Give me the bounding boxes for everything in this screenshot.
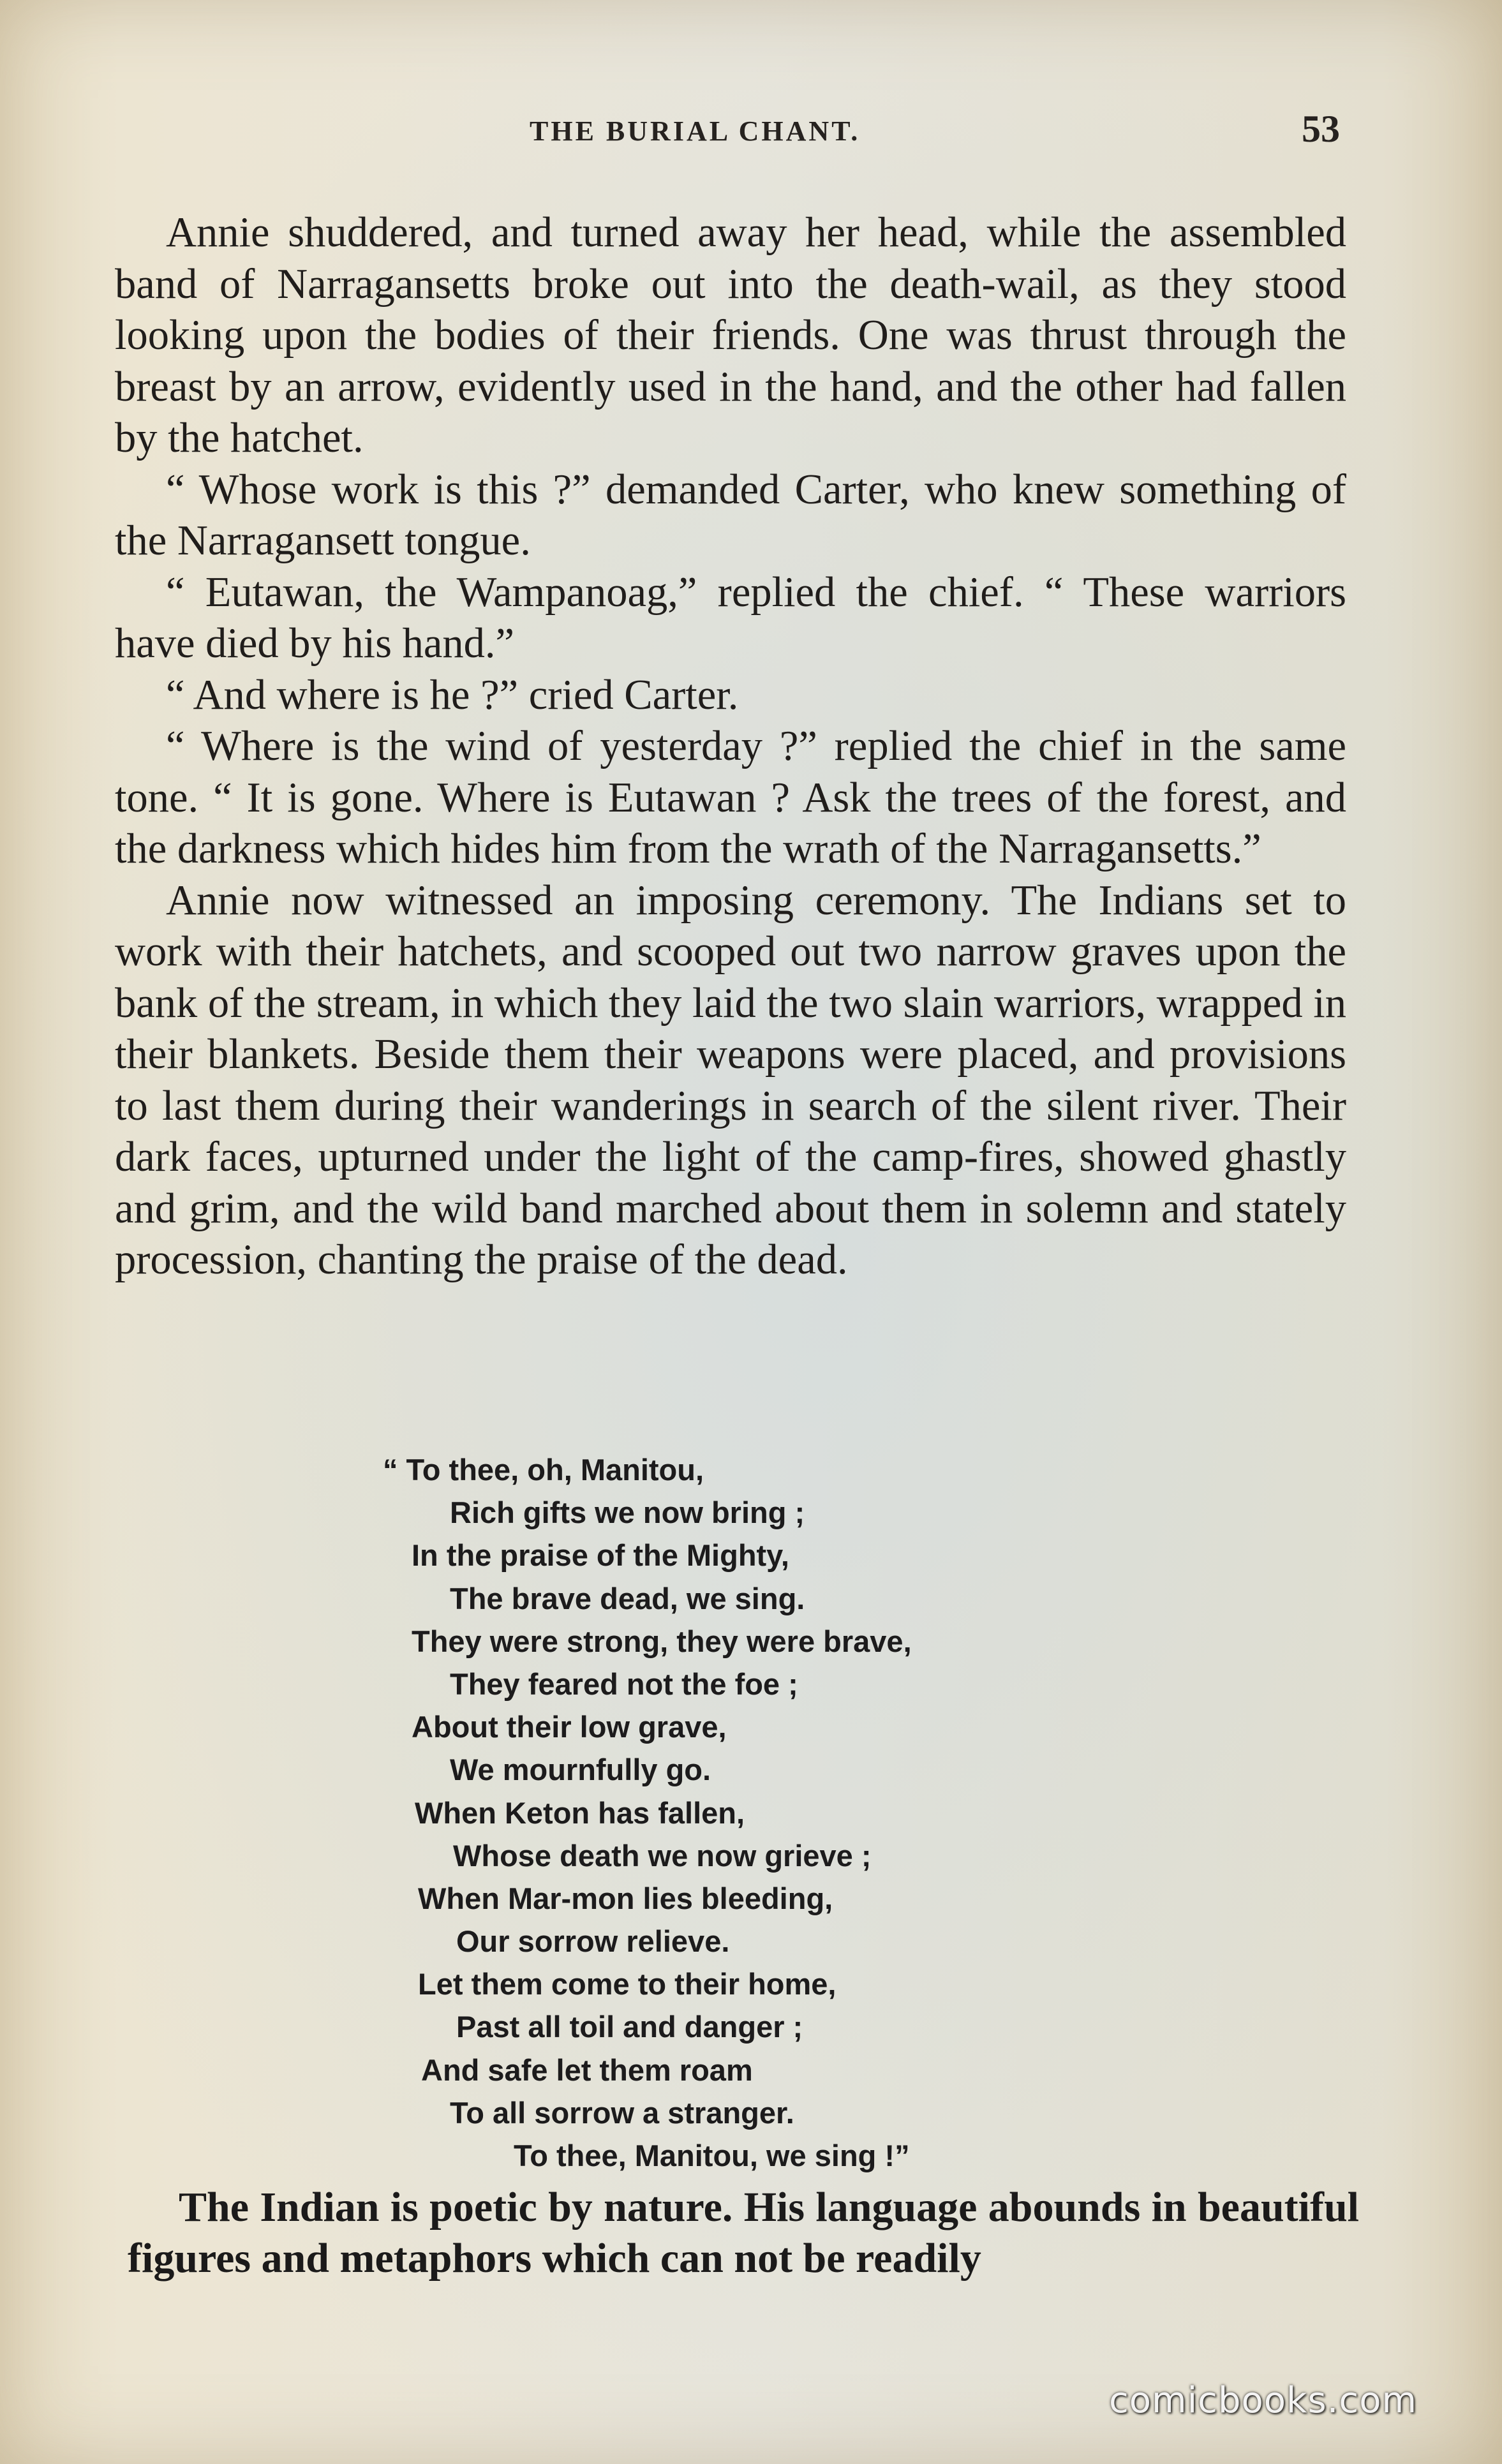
paragraph: Annie now witnessed an imposing ceremony. The Indians set to work with their hatchets, and scooped out two narrow graves upon the bank of the stream, in which they laid the two slain warriors, wrapped in their blankets. Beside them their weapons were placed, and provisions to last them during their wanderings in search of the silent river. Their dark faces, upturned under the light of the camp-fires, showed ghastly and grim, and the wild band marched about them in solemn and stately procession, chanting the praise of the dead. [115, 877, 1346, 1283]
poem-line: They feared not the foe ; [450, 1666, 798, 1701]
poem-line: Past all toil and danger ; [456, 2010, 803, 2044]
poem-line: In the praise of the Mighty, [412, 1538, 789, 1573]
paragraph: Annie shuddered, and turned away her head, while the assembled band of Narragansetts broke out into the death-wail, as they stood looking upon the bodies of their friends. One was thrust through the breast by an arrow, evidently used in the hand, and the other had fallen by the hatchet. [115, 209, 1346, 461]
paragraph: “ And where is he ?” cried Carter. [166, 671, 739, 718]
poem-line: We mournfully go. [450, 1753, 711, 1787]
poem-line: When Mar-mon lies bleeding, [418, 1881, 833, 1915]
body-text [115, 207, 1346, 1286]
paragraph: “ Whose work is this ?” demanded Carter, who knew something of the Narragansett tongue. [115, 466, 1346, 564]
poem-line: They were strong, they were brave, [412, 1624, 912, 1658]
poem-line: To all sorrow a stranger. [450, 2095, 794, 2130]
poem-line: When Keton has fallen, [415, 1795, 745, 1830]
burial-chant-poem [383, 1448, 1212, 2177]
poem-line: Rich gifts we now bring ; [450, 1495, 805, 1530]
poem-line: About their low grave, [412, 1710, 727, 1744]
poem-line: To thee, Manitou, we sing !” [514, 2139, 910, 2172]
poem-line: Let them come to their home, [418, 1967, 837, 2001]
poem-line: And safe let them roam [421, 2052, 753, 2087]
poem-line: “ To thee, oh, Manitou, [383, 1453, 704, 1487]
chapter-title: THE BURIAL CHANT. [530, 115, 861, 147]
paragraph: “ Eutawan, the Wampanoag,” replied the chief. “ These warriors have died by his hand.” [115, 568, 1346, 667]
paragraph: “ Where is the wind of yesterday ?” replied the chief in the same tone. “ It is gone. Where is Eutawan ? Ask the trees of the forest, and the darkness which hides him from the wrath of the Narragansetts.” [115, 723, 1346, 872]
poem-line: Whose death we now grieve ; [453, 1838, 872, 1873]
poem-line: Our sorrow relieve. [456, 1924, 730, 1959]
page-number: 53 [1302, 108, 1340, 150]
closing-text [128, 2182, 1359, 2284]
paragraph: The Indian is poetic by nature. His language abounds in beautiful figures and metaphors which can not be readily [128, 2184, 1359, 2282]
watermark: comicbooks.com [1109, 2380, 1418, 2421]
running-header [0, 108, 1502, 153]
poem-line: The brave dead, we sing. [450, 1581, 805, 1615]
